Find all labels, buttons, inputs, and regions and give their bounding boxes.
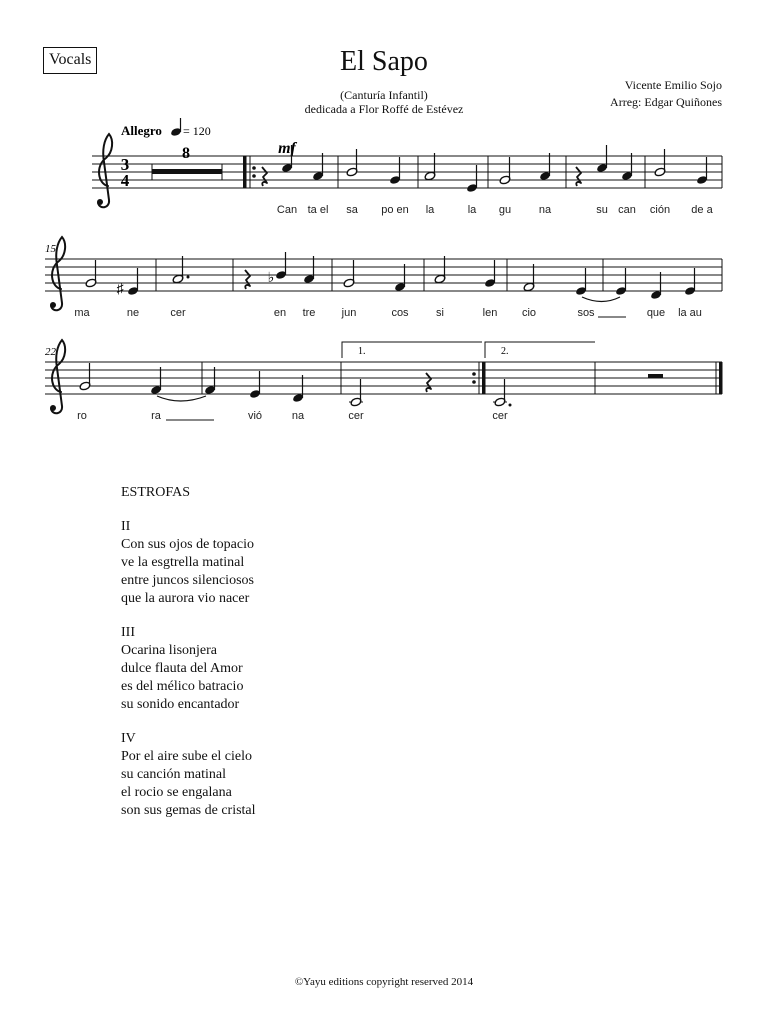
quarter-rest [426,373,431,392]
note [651,272,661,299]
piece-subtitle: (Canturía Infantil) [340,88,428,102]
lyric-syllable: gu [498,204,512,216]
lyric-syllable: cer [348,410,364,422]
lyric-syllable: ro [77,410,87,422]
lyric-syllable: jun [341,307,357,319]
treble-clef [97,134,112,207]
note [80,363,90,390]
lyric-syllable: na [538,204,552,216]
lyric-syllable: la [467,204,477,216]
lyric-syllable: la au [678,307,702,319]
note [344,260,354,287]
verse-line: que la aurora vio nacer [121,591,250,606]
verse-line: entre juncos silenciosos [121,573,254,588]
lyric-syllable: la [425,204,435,216]
lyric-syllable: cos [391,307,409,319]
lyric-syllable: que [646,307,666,319]
volta-1-label: 1. [358,346,366,357]
staff-lines [45,362,722,394]
staff-system-2 [45,237,722,319]
sharp-icon: ♯ [116,282,124,297]
strophe-3 [121,624,256,714]
volta-2-label: 2. [501,346,509,357]
lyric-syllable: ra [151,410,161,422]
strophe-numeral: II [121,519,131,534]
note [390,157,400,184]
verse-line: ve la esgtrella matinal [121,555,245,570]
note [685,268,695,295]
note [349,379,363,406]
arranger: Arreg: Edgar Quiñones [610,95,722,109]
note [395,264,405,291]
lyric-syllable: ne [126,307,140,319]
note [435,256,445,283]
lyric-syllable: ción [649,204,671,216]
verse-line: su canción matinal [121,767,226,782]
note [622,153,632,180]
lyric-syllable: si [436,307,444,319]
lyric-syllable: len [482,307,498,319]
time-signature-bottom: 4 [120,171,130,190]
lyric-syllable: de a [691,204,713,216]
note [616,268,626,295]
note [485,260,495,287]
tempo-value: = 120 [183,124,211,138]
staff-system-1 [92,118,722,216]
verse-line: son sus gemas de cristal [121,803,256,818]
lyric-syllable: Can [276,204,298,216]
lyric-syllable: can [618,204,636,216]
note [304,256,314,283]
verse-line: Por el aire sube el cielo [121,749,253,764]
note [313,153,323,180]
lyric-syllable: tre [302,307,316,319]
part-name-box: Vocals [43,47,97,74]
note [205,367,215,394]
lyric-syllable: vió [247,410,263,422]
whole-rest [648,374,663,378]
composer: Vicente Emilio Sojo [624,78,722,92]
tie [582,297,620,302]
time-signature-top: 3 [120,155,130,174]
note [597,145,607,172]
multirest-count: 8 [182,145,190,162]
measure-number: 22 [45,346,56,358]
note [697,157,707,184]
strophe-4 [121,730,256,820]
note [250,371,260,398]
note [151,367,161,394]
lyric-syllable: cer [492,410,508,422]
volta-brackets [342,342,595,358]
verse-line: Con sus ojos de topacio [121,537,254,552]
notes-system-1 [262,145,707,192]
note [128,268,138,295]
verse-line: su sonido encantador [121,697,240,712]
staff-lines [45,259,722,291]
verse-line: el rocio se engalana [121,785,232,800]
strophe-numeral: IV [121,731,136,746]
flat-icon: ♭ [267,271,275,286]
note [493,379,512,407]
lyric-syllable: cio [521,307,537,319]
note [86,260,96,287]
dedication: dedicada a Flor Roffé de Estévez [304,102,464,116]
multirest-bar [152,164,222,180]
lyric-syllable: na [291,410,305,422]
note [500,157,510,184]
note [540,153,550,180]
verse-line: Ocarina lisonjera [121,643,218,658]
lyrics-system-1 [277,204,714,216]
note [425,153,435,180]
strophe-2 [121,518,256,608]
strophes-heading: ESTROFAS [121,485,190,500]
piece-title: El Sapo [340,46,428,77]
lyric-syllable: sa [346,204,358,216]
lyric-syllable: ta el [307,204,329,216]
tempo-marking: Allegro [121,123,162,138]
strophe-numeral: III [121,625,135,640]
note [576,268,586,295]
tie [157,396,206,401]
lyric-syllable: sos [577,307,595,319]
note [276,252,286,279]
lyrics-system-2 [74,307,702,319]
verse-line: dulce flauta del Amor [121,661,243,676]
copyright-notice: ©Yayu editions copyright reserved 2014 [294,976,474,988]
lyrics-system-3 [77,410,508,422]
verse-line: es del mélico batracio [121,679,244,694]
lyric-syllable: po en [381,204,409,216]
lyric-syllable: en [273,307,287,319]
note [347,149,357,176]
measure-number: 15 [45,243,56,255]
lyric-syllable: su [596,204,608,216]
note [655,149,665,176]
staff-system-3 [45,340,723,422]
dynamic-marking: mf [278,140,296,157]
quarter-rest [576,167,581,186]
note [293,375,303,402]
note [524,264,534,291]
lyric-syllable: cer [170,307,186,319]
strophes-section [121,484,256,820]
quarter-rest [245,270,250,289]
quarter-rest [262,167,267,186]
tempo-note [171,118,181,136]
note [467,165,477,192]
note [173,256,189,283]
lyric-syllable: ma [74,307,90,319]
music-score [0,0,768,440]
